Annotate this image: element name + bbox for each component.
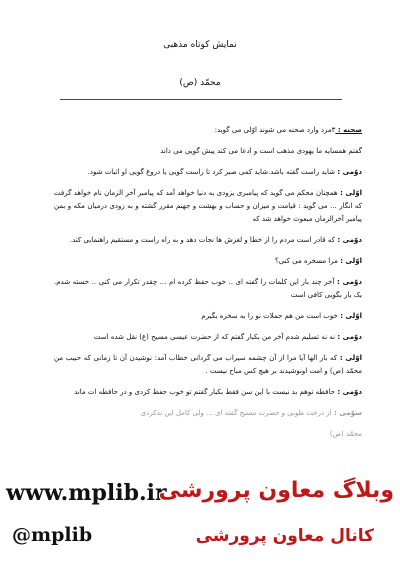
watermark-site: www.mplib.ir [6, 480, 167, 506]
paragraph-text: گفتم همسایه ما یهودی مذهب است و ادعا می کند پیش گویی می داند [160, 147, 362, 155]
speaker-label: اوّلی : [337, 312, 362, 320]
speaker-label: سوّمی : [331, 409, 362, 417]
paragraph [54, 407, 362, 420]
paragraph-text: ۳مرد وارد صحنه می شوند اوّلی می گوید: [214, 126, 336, 134]
paragraph-text: مرا مسخره می کنی؟ [275, 257, 338, 265]
watermark-handle: @mplib [12, 524, 93, 546]
speaker-label: دوّمی : [334, 236, 362, 244]
paragraph-text: از درخت طوبی و حضرت مسیح گفته ای ... ولی کامل این ندکردی [140, 409, 332, 417]
speaker-label: اوّلی : [337, 257, 362, 265]
paragraph-text: شاید راست گفته باشد.شاید کمی صبر کرد تا راست گویی یا دروغ گویی او اثبات شود. [87, 168, 335, 176]
paragraph [54, 352, 362, 378]
paragraph [54, 276, 362, 302]
speaker-label: دوّمی : [334, 278, 362, 286]
paragraph-text: حافظه توهم بد نیست با این سن فقط بکبار گفتم تو خوب حفظ کردی و در حافظه ات ماند [74, 388, 335, 396]
paragraph [54, 145, 362, 158]
paragraph-text: آخر چند بار این کلمات را گفته ای .. خوب حفظ کرده ام ... چقدر تکرار می کنی .. خسته شدم. یک بار بگویی کافی است [54, 278, 362, 299]
paragraph-text: خوب است من هم جملات نو را به سخره بگیرم [201, 312, 338, 320]
paragraph-text: که قادر است مردم را از خطا و لغزش ها نجات دهد و به راه راست و مستقیم راهنمایی کند. [69, 236, 335, 244]
paragraph [54, 255, 362, 268]
paragraph [54, 166, 362, 179]
title-divider [60, 99, 342, 100]
speaker-label: صحنه : [335, 126, 362, 134]
speaker-label: دوّمی : [334, 168, 362, 176]
watermark-channel: کانال معاون پرورشی [195, 526, 374, 546]
paragraph-text: نه نه تسلیم شدم آخر من بکبار گفتم که از حضرت عیسی مسیح (ع) نقل شده است [93, 333, 335, 341]
paragraph [54, 386, 362, 399]
page-subtitle: محمّد (ص) [179, 78, 221, 88]
document-body [54, 124, 362, 449]
paragraph [54, 428, 362, 441]
speaker-label: اوّلی : [337, 189, 362, 197]
speaker-label: دوّمی : [334, 388, 362, 396]
speaker-label: اوّلی : [337, 354, 362, 362]
watermark-brand: وبلاگ معاون پرورشی [158, 478, 394, 503]
paragraph-text: محمّد (ص) [329, 430, 362, 438]
paragraph [54, 331, 362, 344]
paragraph [54, 310, 362, 323]
paragraph-text: همچنان محکم می گوید که پیامبری یزودی به دنیا خواهد آمد که پیامبر آخر الزمان نام خواهد گرفت که انگار ... می گوید : قیامت و میزان و حساب و بهشت و جهنم مقرر گشته و به زودی درمیان مکه و بمن پیامبر آخرالزمان مبعوث خواهد شد که [54, 189, 362, 223]
speaker-label: دوّمی : [334, 333, 362, 341]
paragraph [54, 124, 362, 137]
paragraph-text: که بار الها آیا مرا از آن چشمه سیراب می گردانی خطاب آمد: نوشیدن آن تا زمانی که حبیب من محمّد (ص) و امت اونوشیدند بر هیچ کس مباح نیست . [54, 354, 362, 375]
page-title: نمایش کوتاه مذهبی [163, 40, 237, 50]
paragraph [54, 187, 362, 226]
paragraph [54, 234, 362, 247]
